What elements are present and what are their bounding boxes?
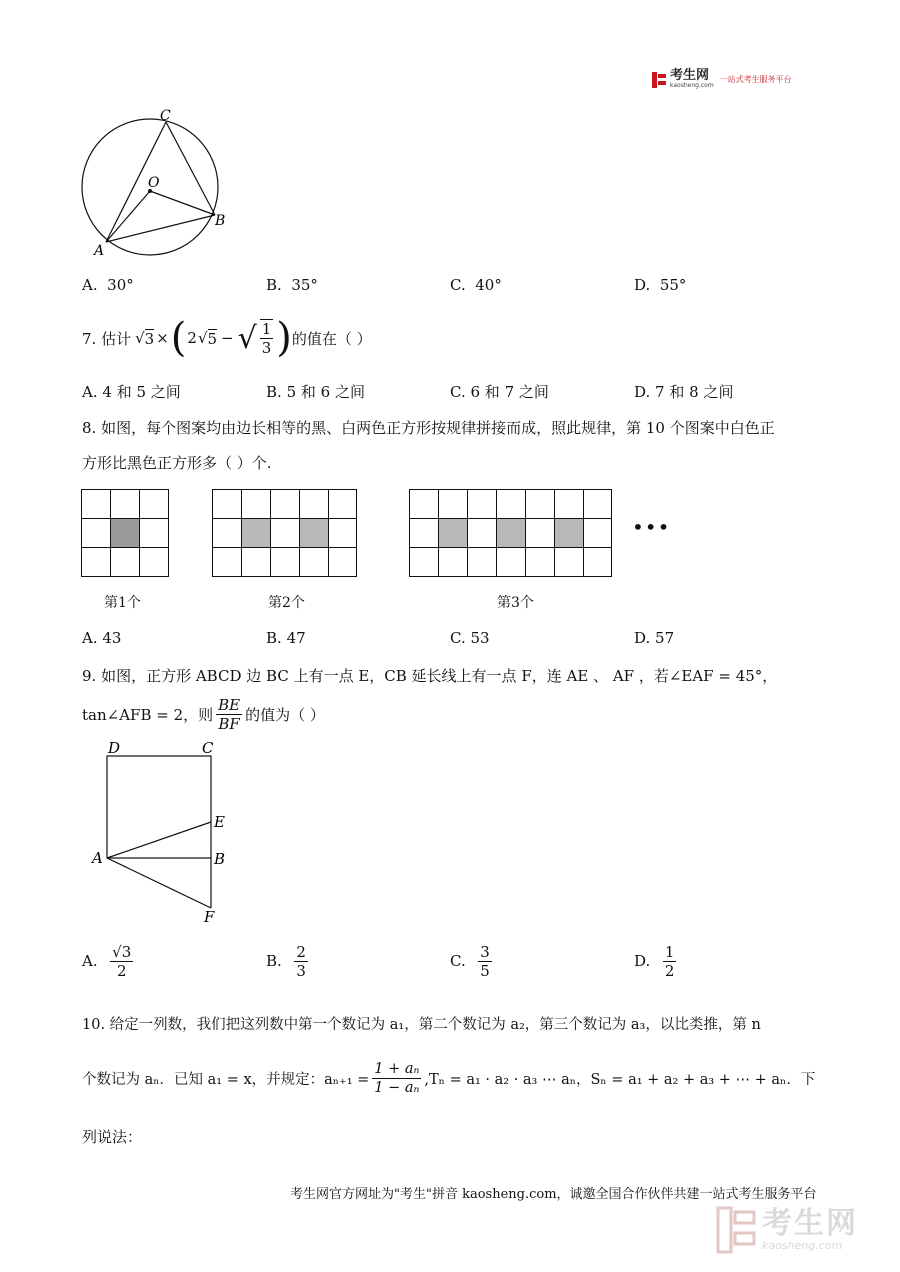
q6-option-b: B. 35° [266,276,318,294]
q8-caption-3: 第3个 [497,595,534,611]
q9-label-b: B [214,850,226,868]
q6-option-d: D. 55° [634,276,687,294]
q9-square-figure [90,738,240,928]
q8-caption-2: 第2个 [268,595,305,611]
header-logo [652,70,792,89]
q8-caption-1: 第1个 [104,595,141,611]
q9-line2: tan∠AFB = 2，则 $\frac{BE}{BF}$ 的值为（ ） [82,695,325,733]
q6-circle-figure [70,105,240,265]
q9-option-b: B. $\frac{2}{3}$ [266,942,306,980]
q6-option-c: C. 40° [450,276,502,294]
q7-option-a: A. 4 和 5 之间 [82,383,181,401]
q8-pattern-3 [409,489,613,579]
q9-label-c: C [202,739,214,757]
q9-option-d: D. $\frac{1}{2}$ [634,942,675,980]
q9-label-e: E [214,813,225,831]
q8-pattern-1 [81,489,171,579]
kaosheng-logo-icon [652,72,666,88]
logo-slogan: 一站式考生服务平台 [719,75,792,84]
q9-option-c: C. $\frac{3}{5}$ [450,942,490,980]
logo-domain: kaosheng.com [670,82,714,89]
q8-line2: 方形比黑色正方形多（ ）个. [82,454,272,472]
q9-label-a: A [92,849,103,867]
page-footer: 考生网官方网址为"考生"拼音 kaosheng.com，诚邀全国合作伙伴共建一站式考生服务平台 [290,1187,817,1202]
q8-option-a: A. 43 [82,629,122,647]
watermark-domain: kaosheng.com [762,1238,843,1252]
watermark-name: 考生网 [762,1205,858,1241]
q9-label-d: D [108,739,121,757]
q10-line1: 10. 给定一列数，我们把这列数中第一个数记为 a₁，第二个数记为 a₂，第三个数记为 a₃，以比类推，第 n [82,1017,761,1033]
q9-option-a: A. $\frac{√3}{2}$ [82,942,132,980]
q7-option-d: D. 7 和 8 之间 [634,383,734,401]
q7-option-c: C. 6 和 7 之间 [450,383,549,401]
q8-pattern-2 [212,489,358,579]
q8-option-b: B. 47 [266,629,306,647]
q6-label-b: B [215,213,226,229]
q6-label-o: O [148,175,160,191]
q10-line2: 个数记为 aₙ．已知 a₁ = x，并规定：aₙ₊₁ = $\frac{\text{1 + aₙ}}{\text{1 − aₙ}}$ ,Tₙ = a₁ · a₂ · a₃ ⋯ aₙ，Sₙ = a₁ + a₂ + a₃ + ⋯ + aₙ．下 [82,1060,816,1096]
q8-option-d: D. 57 [634,629,675,647]
q7-option-b: B. 5 和 6 之间 [266,383,365,401]
q8-option-c: C. 53 [450,629,490,647]
q9-line1: 9. 如图，正方形 ABCD 边 BC 上有一点 E，CB 延长线上有一点 F，连 AE 、 AF ，若∠EAF = 45°， [82,667,778,685]
q7-stem: 7. 估计 √ 3 × ( 2 √ 5 − √ $\frac{1}{3}$ ) 的值在（ ） [82,315,372,361]
watermark-logo-icon [716,1206,756,1254]
q9-label-f: F [204,908,215,926]
q6-label-c: C [160,108,171,124]
q10-line3: 列说法： [82,1128,143,1146]
q8-line1: 8. 如图，每个图案均由边长相等的黑、白两色正方形按规律拼接而成，照此规律，第 10 个图案中白色正 [82,419,775,437]
watermark [716,1206,858,1254]
q6-option-a: A. 30° [82,276,134,294]
logo-name: 考生网 [670,68,710,83]
q8-ellipsis: ••• [632,515,671,539]
q6-label-a: A [94,243,105,259]
